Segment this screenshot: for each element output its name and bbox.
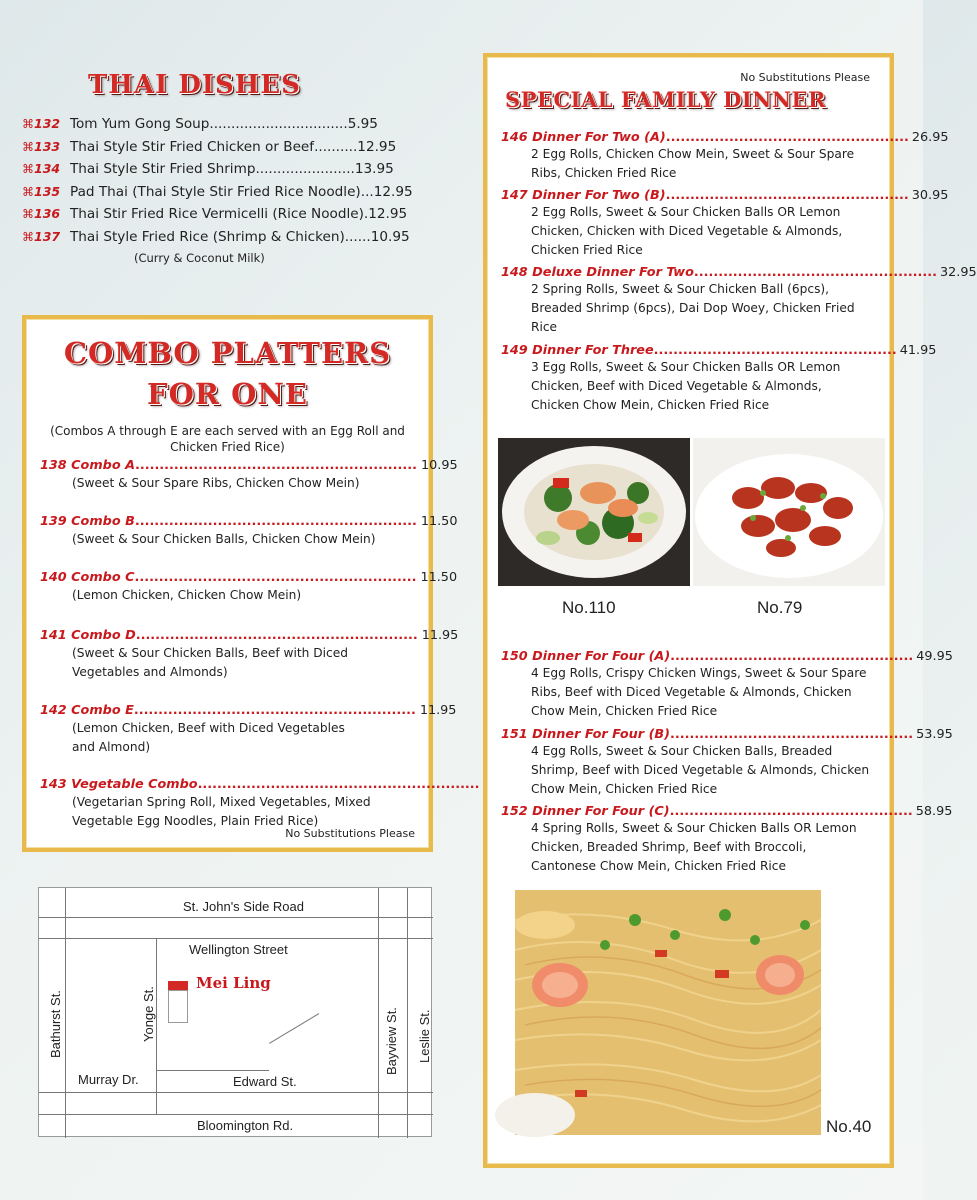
- restaurant-marker: [168, 981, 188, 990]
- item-name: Thai Stir Fried Rice Vermicelli (Rice Noodle): [70, 206, 364, 223]
- item-dots: ..........................................................: [133, 703, 416, 718]
- item-dots: ..................................................: [669, 804, 913, 819]
- photo-caption-110: No.110: [562, 598, 616, 617]
- family-item: [501, 804, 953, 876]
- item-description: (Sweet & Sour Chicken Balls, Beef with Diced Vegetables and Almonds): [72, 646, 348, 679]
- road-line: [39, 917, 433, 918]
- thai-list: [22, 116, 422, 265]
- item-dots: ..................................................: [665, 130, 909, 145]
- family-item: [501, 265, 977, 337]
- item-dots: ..........................................................: [197, 777, 480, 792]
- item-name: Pad Thai (Thai Style Stir Fried Rice Noodle): [70, 183, 361, 200]
- item-price: 12.95: [373, 183, 413, 200]
- restaurant-name: Mei Ling: [196, 974, 271, 992]
- combo-platters-box: [22, 315, 480, 852]
- item-name: 147 Dinner For Two (B): [501, 188, 666, 203]
- item-number: 137: [34, 228, 61, 244]
- item-name: Tom Yum Gong Soup: [70, 116, 210, 132]
- item-price: 11.50: [420, 570, 458, 585]
- item-name: Thai Style Stir Fried Shrimp: [70, 161, 256, 178]
- item-description: 2 Egg Rolls, Sweet & Sour Chicken Balls OR Lemon Chicken, Chicken with Diced Vegetable & Almonds, Chicken Fried Rice: [531, 205, 843, 257]
- location-map: [38, 887, 432, 1137]
- item-price: 32.95: [940, 265, 977, 280]
- road-line: [156, 938, 157, 1114]
- item-name: 152 Dinner For Four (C): [501, 804, 670, 819]
- item-price: 13.95: [354, 161, 394, 178]
- item-name: 142 Combo E: [40, 703, 134, 718]
- item-dots: ..........................................................: [134, 570, 417, 585]
- item-description: (Sweet & Sour Spare Ribs, Chicken Chow Mein): [72, 476, 360, 490]
- combo-title: [26, 333, 429, 415]
- item-dots: ...: [360, 183, 374, 200]
- item-name: 151 Dinner For Four (B): [501, 727, 671, 742]
- road-line: [378, 888, 379, 1138]
- item-name: 143 Vegetable Combo: [40, 777, 198, 792]
- item-name: 148 Deluxe Dinner For Two: [501, 265, 694, 280]
- chili-icon: ⌘: [22, 139, 34, 154]
- item-dots: ..........................................................: [134, 514, 417, 529]
- chili-icon: ⌘: [22, 184, 34, 199]
- item-name: 150 Dinner For Four (A): [501, 649, 671, 664]
- road-line: [407, 888, 408, 1138]
- item-dots: .: [363, 206, 369, 223]
- item-price: 12.95: [368, 206, 408, 223]
- item-price: 11.95: [421, 628, 459, 643]
- item-description: (Lemon Chicken, Chicken Chow Mein): [72, 588, 302, 602]
- combo-item: [40, 777, 480, 830]
- item-price: 26.95: [911, 130, 949, 145]
- menu-item: [22, 206, 422, 229]
- road-line: [65, 888, 66, 1138]
- thai-note: (Curry & Coconut Milk): [134, 250, 265, 265]
- combo-item: [40, 703, 457, 756]
- street-label: St. John's Side Road: [183, 899, 304, 914]
- photo-caption-79: No.79: [757, 598, 803, 617]
- item-description: (Sweet & Sour Chicken Balls, Chicken Chow Mein): [72, 532, 376, 546]
- family-item: [501, 188, 949, 260]
- dish-photo-40: [515, 890, 821, 1135]
- chili-icon: ⌘: [22, 117, 34, 131]
- item-number: 134: [34, 161, 61, 177]
- menu-item: [22, 116, 422, 139]
- menu-item: [22, 229, 422, 252]
- item-price: 58.95: [915, 804, 953, 819]
- item-dots: ..................................................: [670, 727, 914, 742]
- menu-item: [22, 184, 422, 207]
- combo-title-line1: COMBO PLATTERS: [63, 336, 392, 370]
- item-dots: ..................................................: [670, 649, 914, 664]
- item-description: 2 Spring Rolls, Sweet & Sour Chicken Ball (6pcs), Breaded Shrimp (6pcs), Dai Dop Woey, Chicken Fried Rice: [531, 282, 855, 334]
- family-dinner-box: [483, 53, 977, 1168]
- combo-item: [40, 628, 459, 681]
- item-price: 5.95: [347, 116, 378, 132]
- road-line: [39, 1092, 433, 1093]
- dish-photo-110-art: [498, 438, 690, 586]
- street-label: Yonge St.: [141, 986, 156, 1042]
- street-label: Edward St.: [233, 1074, 297, 1089]
- combo-item: [40, 514, 458, 549]
- item-dots: ..................................................: [693, 265, 937, 280]
- item-name: 146 Dinner For Two (A): [501, 130, 666, 145]
- dish-photo-110: [498, 438, 690, 586]
- street-label: Bayview St.: [384, 1007, 399, 1075]
- chili-icon: ⌘: [22, 207, 34, 222]
- thai-dishes-section: [22, 70, 422, 265]
- item-dots: ..................................................: [665, 188, 909, 203]
- item-dots: ..........................................................: [135, 628, 418, 643]
- street-label: Bathurst St.: [48, 990, 63, 1058]
- item-dots: ..........: [314, 138, 358, 155]
- family-item: [501, 130, 949, 183]
- item-name: 138 Combo A: [40, 458, 135, 473]
- item-description: (Vegetarian Spring Roll, Mixed Vegetables, Mixed Vegetable Egg Noodles, Plain Fried Rice): [72, 795, 371, 828]
- item-dots: ......: [344, 228, 371, 245]
- street-label: Leslie St.: [417, 1009, 432, 1063]
- item-price: 11.50: [420, 514, 458, 529]
- item-description: 3 Egg Rolls, Sweet & Sour Chicken Balls OR Lemon Chicken, Beef with Diced Vegetable & Almonds, Chicken Chow Mein, Chicken Fried Rice: [531, 360, 841, 412]
- menu-item: [22, 139, 422, 162]
- combo-item: [40, 458, 458, 493]
- item-description: 4 Egg Rolls, Crispy Chicken Wings, Sweet & Sour Spare Ribs, Beef with Diced Vegetable & Almonds, Chicken Chow Mein, Chicken Fried Rice: [531, 666, 867, 718]
- item-price: 10.95: [370, 228, 410, 245]
- street-label: Murray Dr.: [78, 1072, 139, 1087]
- dish-photo-40-art: [515, 890, 821, 1135]
- item-price: 12.95: [357, 138, 397, 155]
- road-line: [39, 1114, 433, 1115]
- item-price: 10.95: [420, 458, 458, 473]
- item-number: 133: [34, 138, 61, 154]
- item-price: 11.95: [419, 703, 457, 718]
- item-number: 136: [34, 206, 61, 222]
- item-number: 135: [34, 183, 61, 199]
- item-description: 4 Egg Rolls, Sweet & Sour Chicken Balls, Breaded Shrimp, Beef with Diced Vegetable & Almonds, Chicken Chow Mein, Chicken Fried Rice: [531, 744, 870, 796]
- family-item: [501, 649, 953, 721]
- road-line: [156, 1070, 269, 1071]
- item-name: 141 Combo D: [40, 628, 136, 643]
- menu-item: [22, 161, 422, 184]
- combo-intro: (Combos A through E are each served with an Egg Roll and Chicken Fried Rice): [50, 424, 405, 454]
- thai-dishes-title: THAI DISHES: [88, 70, 301, 100]
- street-label: Wellington Street: [189, 942, 288, 957]
- photo-caption-40: No.40: [826, 1117, 872, 1136]
- dish-photo-79-art: [693, 438, 885, 586]
- street-label: Bloomington Rd.: [197, 1118, 294, 1133]
- road-line: [39, 938, 433, 939]
- chili-icon: ⌘: [22, 162, 34, 177]
- combo-item: [40, 570, 458, 605]
- combo-footer-note: No Substitutions Please: [285, 827, 415, 840]
- chili-icon: ⌘: [22, 229, 34, 244]
- item-dots: .......................: [255, 161, 355, 178]
- item-price: 30.95: [911, 188, 949, 203]
- family-item: [501, 727, 953, 799]
- item-price: 53.95: [916, 727, 953, 742]
- family-note: No Substitutions Please: [740, 71, 870, 84]
- item-name: 140 Combo C: [40, 570, 135, 585]
- family-dinner-title: SPECIAL FAMILY DINNER: [505, 87, 827, 112]
- combo-title-line2: FOR ONE: [147, 377, 308, 411]
- item-number: 132: [34, 116, 61, 131]
- family-item: [501, 343, 937, 415]
- item-dots: ..................................................: [653, 343, 897, 358]
- dish-photo-79: [693, 438, 885, 586]
- item-price: 41.95: [899, 343, 937, 358]
- item-price: 49.95: [916, 649, 953, 664]
- item-name: 139 Combo B: [40, 514, 135, 529]
- item-description: 2 Egg Rolls, Chicken Chow Mein, Sweet & Sour Spare Ribs, Chicken Fried Rice: [531, 147, 855, 180]
- road-line: [269, 1013, 319, 1044]
- restaurant-building: [168, 990, 188, 1023]
- item-name: Thai Style Fried Rice (Shrimp & Chicken): [70, 228, 345, 245]
- item-dots: ..........................................................: [135, 458, 417, 473]
- item-dots: ................................: [209, 116, 348, 132]
- item-description: (Lemon Chicken, Beef with Diced Vegetables and Almond): [72, 721, 345, 754]
- item-description: 4 Spring Rolls, Sweet & Sour Chicken Balls OR Lemon Chicken, Breaded Shrimp, Beef with Broccoli, Cantonese Chow Mein, Chicken Fried Rice: [531, 821, 857, 873]
- item-name: Thai Style Stir Fried Chicken or Beef: [70, 138, 315, 155]
- item-name: 149 Dinner For Three: [501, 343, 654, 358]
